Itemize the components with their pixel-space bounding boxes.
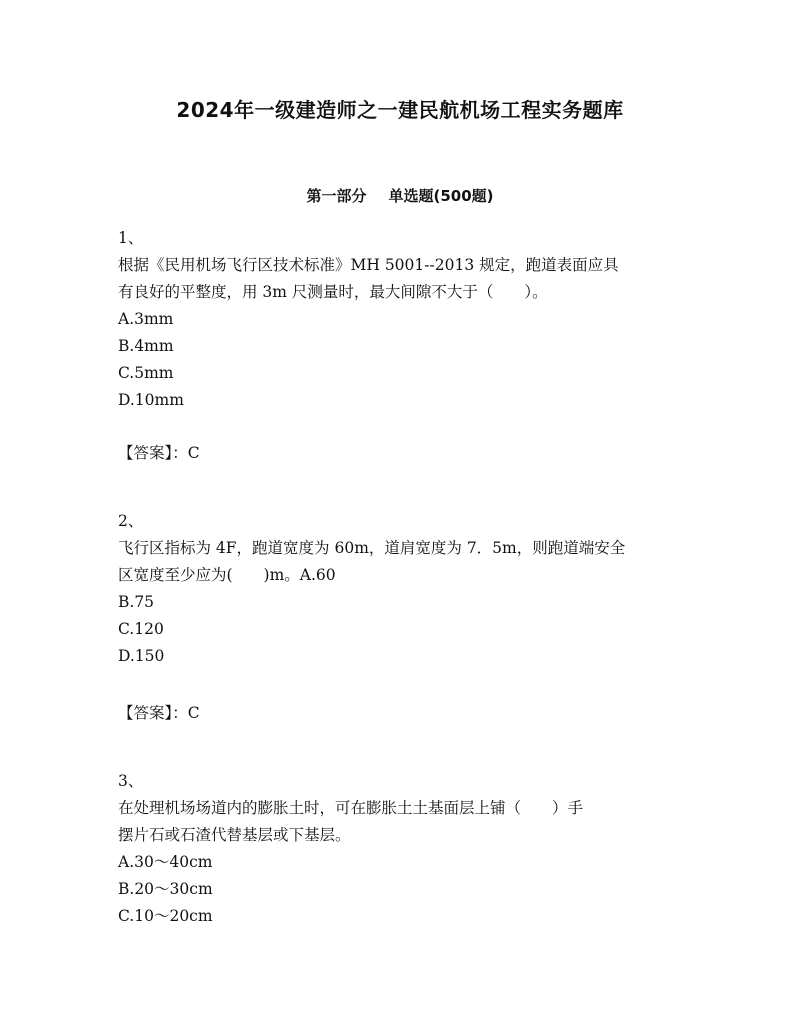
option-b: B.75 [118, 593, 155, 611]
option-a: A.30～40cm [118, 853, 213, 871]
option-b: B.4mm [118, 337, 174, 355]
answer-value: C [187, 444, 200, 462]
option-c: C.10～20cm [118, 907, 213, 925]
section-name: 单选题(500题) [388, 187, 494, 205]
question-stem-line: 根据《民用机场飞行区技术标准》MH 5001--2013 规定，跑道表面应具 [118, 256, 619, 274]
answer-label: 【答案】： [118, 704, 188, 722]
question-stem-line: 飞行区指标为 4F，跑道宽度为 60m，道肩宽度为 7．5m，则跑道端安全 [118, 539, 626, 557]
option-d: D.10mm [118, 391, 184, 409]
option-c: C.120 [118, 620, 164, 638]
question-2 [118, 508, 688, 670]
option-b: B.20～30cm [118, 880, 213, 898]
answer-1 [118, 440, 200, 467]
question-3 [118, 768, 688, 930]
question-1 [118, 225, 688, 414]
question-stem-line: 区宽度至少应为( )m。A.60 [118, 566, 336, 584]
answer-2 [118, 700, 200, 727]
answer-value: C [187, 704, 200, 722]
option-d: D.150 [118, 647, 165, 665]
question-number: 1、 [118, 229, 144, 247]
question-stem-line: 摆片石或石渣代替基层或下基层。 [118, 826, 351, 844]
question-number: 3、 [118, 772, 144, 790]
question-stem-line: 在处理机场场道内的膨胀土时，可在膨胀土土基面层上铺（ ）手 [118, 799, 584, 817]
answer-label: 【答案】： [118, 444, 188, 462]
section-heading [0, 185, 800, 207]
document-title: 2024年一级建造师之一建民航机场工程实务题库 [176, 98, 624, 122]
option-a: A.3mm [118, 310, 174, 328]
option-c: C.5mm [118, 364, 174, 382]
section-part: 第一部分 [306, 187, 367, 205]
question-number: 2、 [118, 512, 144, 530]
question-stem-line: 有良好的平整度，用 3m 尺测量时，最大间隙不大于（ ）。 [118, 283, 548, 301]
